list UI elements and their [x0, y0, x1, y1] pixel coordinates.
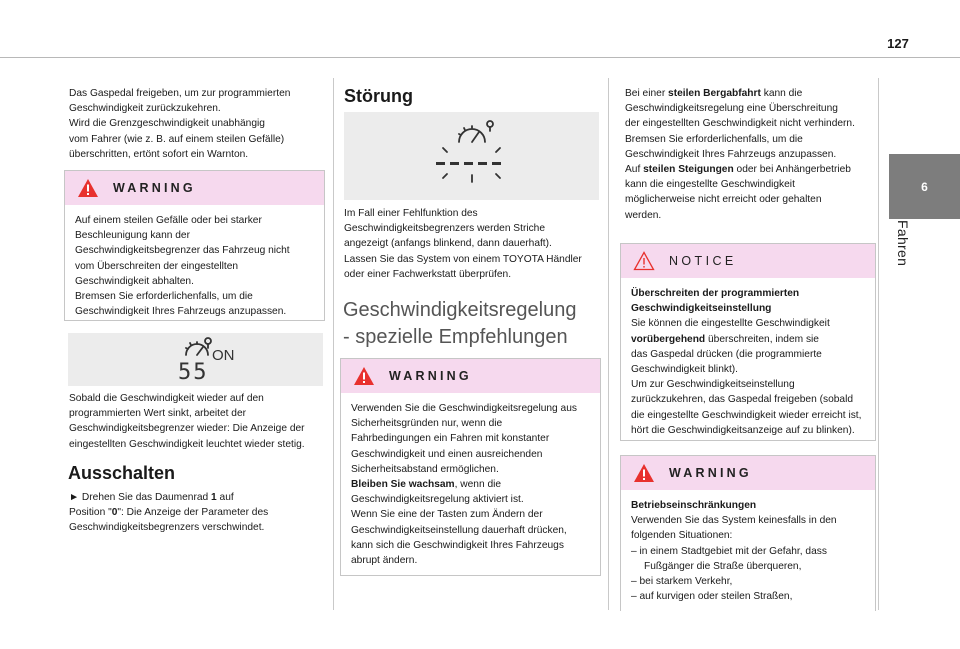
warning-box: [340, 358, 601, 576]
warning-header: [341, 359, 600, 393]
text-line: das Gaspedal drücken (die programmierte: [631, 348, 822, 360]
text-line: Geschwindigkeitsbegrenzer wieder: Die Anzeige der: [69, 423, 305, 435]
header-rule: [0, 57, 960, 58]
text-line: eingestellten Geschwindigkeit leuchtet wieder stetig.: [69, 438, 305, 450]
text-line: Beschleunigung kann der: [75, 230, 190, 242]
text-line: Um zur Geschwindigkeitseinstellung: [631, 379, 795, 391]
text-line: Geschwindigkeit Ihres Fahrzeugs anzupassen.: [75, 306, 287, 318]
speed-limiter-on-panel: [68, 333, 323, 386]
warning-title: WARNING: [669, 466, 752, 480]
text-line: ► Drehen Sie das Daumenrad 1 auf: [69, 492, 234, 503]
warning-box: [620, 455, 876, 611]
text-line: Geschwindigkeit abhalten.: [75, 275, 194, 287]
text-line: oder einer Fachwerkstatt überprüfen.: [344, 268, 512, 280]
text-line: Bleiben Sie wachsam, wenn die: [351, 479, 502, 491]
text-line: zurückzukehren, das Gaspedal freigeben (sobald: [631, 394, 853, 406]
text-line: Fahrbedingungen ein Fahren mit konstanter: [351, 433, 550, 445]
text-line: vom Überschreiten der eingestellten: [75, 260, 239, 272]
notice-triangle-icon: [633, 251, 655, 271]
text-line: kann die eingestellte Geschwindigkeit: [625, 179, 795, 191]
speed-digits: 55: [178, 360, 209, 385]
heading-ausschalten: Ausschalten: [68, 463, 176, 483]
warning-title: WARNING: [389, 369, 472, 383]
text-line: – auf kurvigen oder steilen Straßen,: [631, 591, 793, 603]
text-line: Im Fall einer Fehlfunktion des: [344, 208, 478, 219]
text-line: Bremsen Sie erforderlichenfalls, um die: [75, 291, 253, 303]
notice-header: [621, 244, 875, 278]
text-line: abrupt ändern.: [351, 555, 418, 567]
text-line: Geschwindigkeitseinstellung dauerhaft drücken,: [351, 524, 567, 536]
text-line: hört die Geschwindigkeitsanzeige auf zu blinken).: [631, 424, 855, 436]
text-line: Geschwindigkeit Ihres Fahrzeugs anzupassen.: [625, 148, 837, 160]
text-line: Wenn Sie eine der Tasten zum Ändern der: [351, 509, 543, 521]
text-line: möglicherweise nicht erreicht oder gehalten: [625, 194, 822, 206]
text-line: Bei einer steilen Bergabfahrt kann die: [625, 88, 803, 99]
column-divider: [878, 78, 879, 610]
text-line: Geschwindigkeitseinstellung: [631, 303, 772, 315]
text-line: Geschwindigkeit zurückzukehren.: [69, 103, 221, 115]
text-line: Auf steilen Steigungen oder bei Anhängerbetrieb: [625, 164, 851, 176]
text-line: Geschwindigkeit blinkt).: [631, 364, 739, 376]
text-line: Lassen Sie das System von einem TOYOTA Händler: [344, 253, 582, 265]
col1-ausschalten: [69, 490, 325, 536]
speedometer-fault-icon: [344, 112, 599, 200]
text-line: programmierten Wert sinkt, arbeitet der: [69, 408, 247, 420]
text-line: Wird die Grenzgeschwindigkeit unabhängig: [69, 118, 265, 130]
text-line: Geschwindigkeitsbegrenzers werden Striche: [344, 223, 546, 235]
col3-top-text: [625, 86, 873, 223]
text-line: Geschwindigkeitsbegrenzer das Fahrzeug nicht: [75, 245, 290, 257]
column-divider: [333, 78, 334, 610]
text-line: Geschwindigkeitsregelung aktiviert ist.: [351, 494, 524, 506]
warning-triangle-icon: [77, 178, 99, 198]
text-line: Verwenden Sie die Geschwindigkeitsregelung aus: [351, 403, 577, 414]
text-line: vom Fahrer (wie z. B. auf einem steilen Gefälle): [69, 133, 285, 145]
text-line: Auf einem steilen Gefälle oder bei starker: [75, 215, 262, 226]
heading-speed-control: Geschwindigkeitsregelung - spezielle Empfehlungen: [343, 299, 577, 348]
col1-intro: [69, 86, 325, 162]
text-line: Betriebseinschränkungen: [631, 500, 757, 511]
warning-header: [65, 171, 324, 205]
text-line: folgenden Situationen:: [631, 530, 733, 542]
text-line: Überschreiten der programmierten: [631, 288, 800, 299]
text-line: Bremsen Sie erforderlichenfalls, um die: [625, 133, 803, 145]
text-line: – bei starkem Verkehr,: [631, 576, 733, 588]
warning-box: [64, 170, 325, 321]
text-line: Geschwindigkeitsbegrenzers verschwindet.: [69, 522, 265, 534]
on-indicator: ON: [212, 347, 235, 364]
text-line: kann sich die Geschwindigkeit Ihres Fahrzeugs: [351, 539, 564, 551]
text-line: werden.: [625, 209, 662, 221]
page-number: 127: [887, 36, 909, 51]
text-line: Sobald die Geschwindigkeit wieder auf den: [69, 393, 264, 404]
text-line: Geschwindigkeit und einen ausreichenden: [351, 448, 543, 460]
notice-box: [620, 243, 876, 441]
text-line: Position "0": Die Anzeige der Parameter des: [69, 507, 269, 519]
notice-title: NOTICE: [669, 254, 737, 268]
col2-stoerung-text: [344, 206, 604, 282]
text-line: überschritten, ertönt sofort ein Warnton.: [69, 148, 249, 160]
chapter-title: Fahren: [895, 220, 911, 267]
text-line: die eingestellte Geschwindigkeit wieder erreicht ist,: [631, 409, 862, 421]
text-line: Sicherheitsgründen nur, wenn die: [351, 418, 503, 430]
column-divider: [608, 78, 609, 610]
text-line: Sicherheitsabstand ermöglichen.: [351, 463, 499, 475]
text-line: Geschwindigkeitsregelung eine Überschreitung: [625, 103, 838, 115]
fault-display-panel: [344, 112, 599, 200]
text-line: Das Gaspedal freigeben, um zur programmierten: [69, 88, 291, 99]
col1-after-icon: [69, 391, 325, 452]
text-line: Verwenden Sie das System keinesfalls in den: [631, 515, 837, 527]
text-line: vorübergehend überschreiten, indem sie: [631, 333, 819, 345]
text-line: Sie können die eingestellte Geschwindigkeit: [631, 318, 830, 330]
chapter-tab[interactable]: 6: [889, 154, 960, 219]
warning-triangle-icon: [633, 463, 655, 483]
text-line: angezeigt (anfangs blinkend, dann dauerhaft).: [344, 238, 552, 250]
warning-header: [621, 456, 875, 490]
warning-title: WARNING: [113, 181, 196, 195]
text-line: der eingestellten Geschwindigkeit nicht verhindern.: [625, 118, 855, 130]
text-line: – in einem Stadtgebiet mit der Gefahr, dass: [631, 545, 827, 557]
warning-triangle-icon: [353, 366, 375, 386]
text-line: Fußgänger die Straße überqueren,: [644, 560, 802, 572]
heading-stoerung: Störung: [344, 86, 413, 106]
